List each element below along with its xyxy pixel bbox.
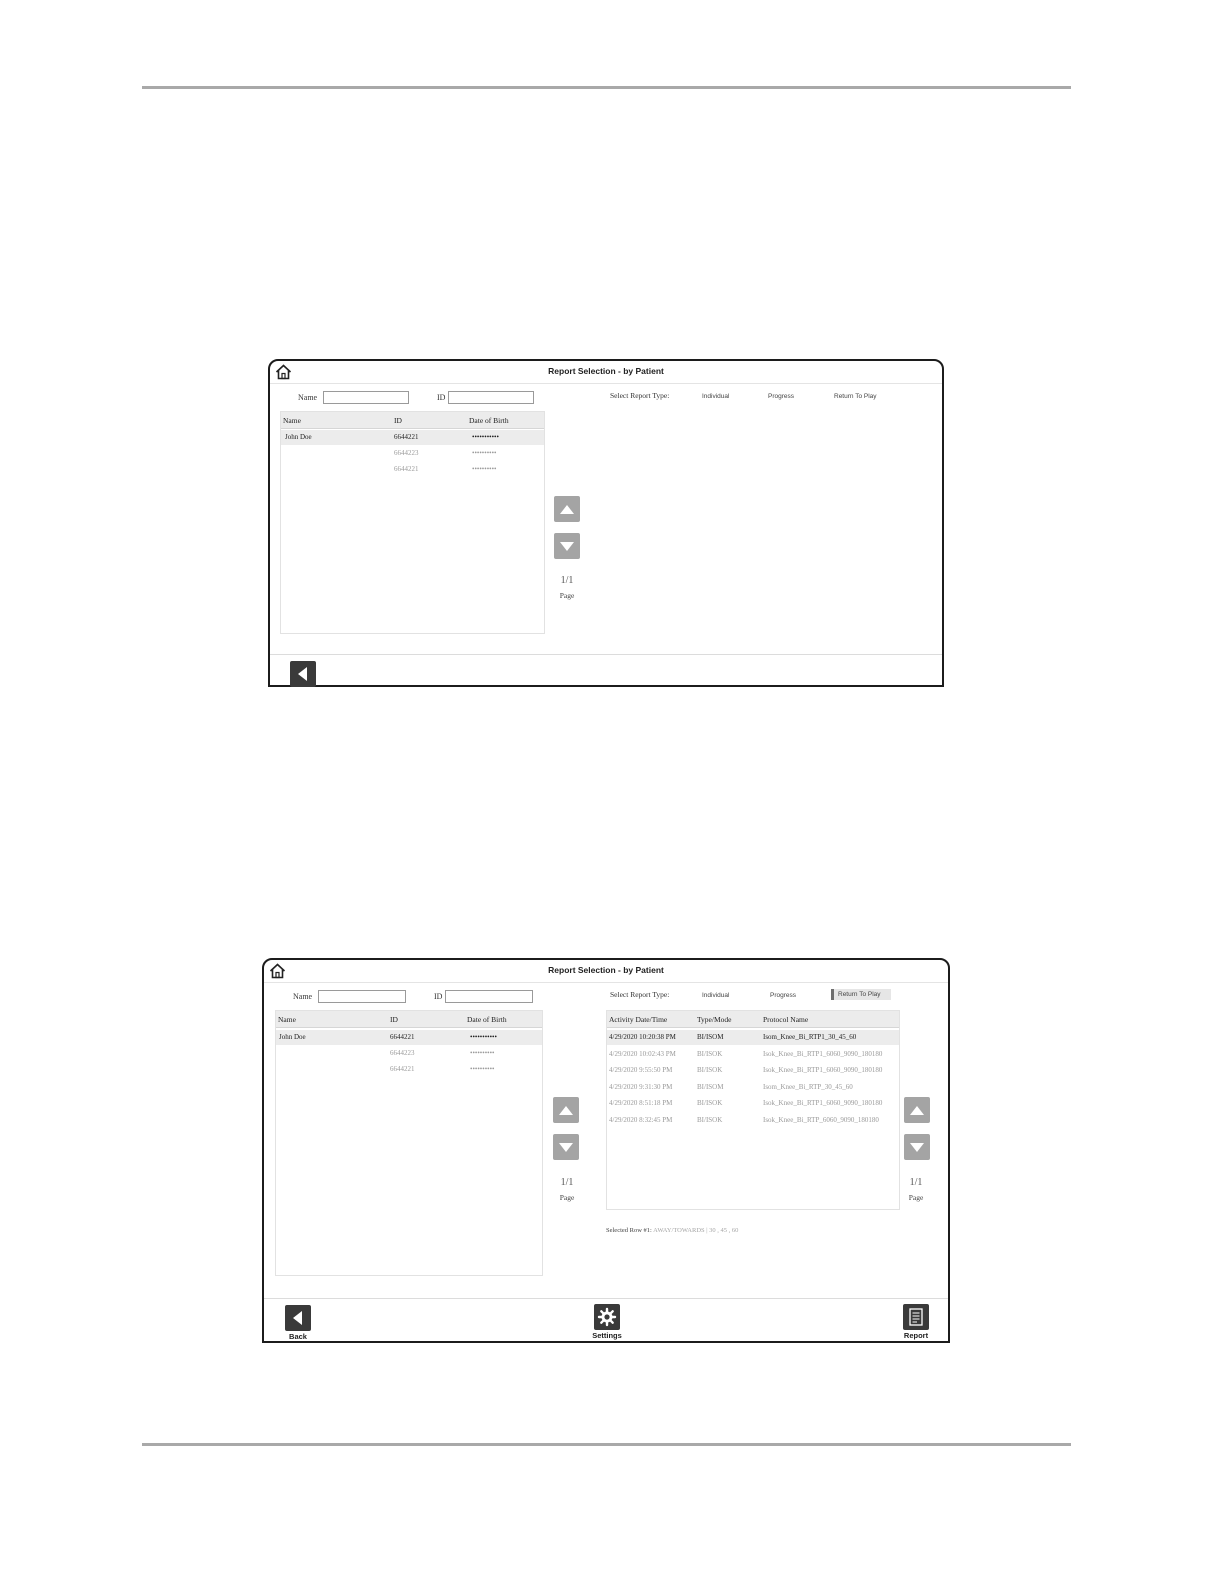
- patient-table-header: [281, 412, 544, 429]
- page-top-rule: [142, 86, 1071, 89]
- patient-id: 6644223: [390, 1049, 415, 1057]
- report-type-progress[interactable]: Progress: [768, 393, 795, 400]
- patient-dob: ••••••••••: [472, 449, 497, 457]
- col-name-header[interactable]: Name: [278, 1015, 296, 1024]
- patient-id: 6644221: [394, 465, 419, 473]
- patient-page-down-button[interactable]: [553, 1134, 579, 1160]
- activity-mode: BI/ISOK: [697, 1066, 723, 1074]
- page-title: Report Selection - by Patient: [548, 366, 664, 376]
- report-type-return-to-play[interactable]: Return To Play: [834, 393, 877, 400]
- col-protocol-name-header[interactable]: Protocol Name: [763, 1015, 809, 1024]
- patient-table-header: [276, 1011, 542, 1028]
- activity-row[interactable]: [607, 1113, 899, 1128]
- patient-dob: ••••••••••: [470, 1049, 495, 1057]
- name-label: Name: [293, 992, 313, 1001]
- activity-protocol: Isok_Knee_Bi_RTP_6060_9090_180180: [763, 1116, 879, 1124]
- patient-id: 6644223: [394, 449, 419, 457]
- patient-name: John Doe: [285, 433, 312, 441]
- activity-row[interactable]: [607, 1080, 899, 1095]
- activity-page-down-button[interactable]: [904, 1134, 930, 1160]
- table-row[interactable]: [281, 446, 544, 461]
- activity-mode: BI/ISOK: [697, 1099, 723, 1107]
- name-search-input[interactable]: [318, 990, 406, 1003]
- patient-page-label: Page: [559, 1193, 575, 1202]
- report-type-label: Select Report Type:: [610, 391, 670, 400]
- report-icon: [903, 1304, 929, 1330]
- report-type-progress[interactable]: Progress: [770, 992, 797, 999]
- gear-icon: [594, 1304, 620, 1330]
- back-button[interactable]: [285, 1305, 311, 1331]
- activity-datetime: 4/29/2020 10:20:38 PM: [609, 1033, 676, 1041]
- activity-protocol: Isok_Knee_Bi_RTP1_6060_9090_180180: [763, 1099, 883, 1107]
- settings-label: Settings: [592, 1331, 622, 1340]
- report-selection-screen-2: [262, 958, 950, 1343]
- table-row[interactable]: [281, 462, 544, 477]
- activity-datetime: 4/29/2020 8:32:45 PM: [609, 1116, 673, 1124]
- patient-table: [275, 1010, 543, 1276]
- activity-mode: BI/ISOK: [697, 1050, 723, 1058]
- report-type-return-to-play[interactable]: Return To Play: [831, 989, 891, 1000]
- patient-dob: ••••••••••: [472, 465, 497, 473]
- table-row[interactable]: [276, 1030, 542, 1045]
- arrow-down-icon: [554, 533, 580, 559]
- selected-row-label: Selected Row #1:: [606, 1227, 652, 1234]
- back-button[interactable]: [290, 661, 316, 687]
- activity-datetime: 4/29/2020 10:02:43 PM: [609, 1050, 676, 1058]
- page-bottom-rule: [142, 1443, 1071, 1446]
- activity-page-up-button[interactable]: [904, 1097, 930, 1123]
- table-row[interactable]: [281, 430, 544, 445]
- activity-mode: BI/ISOM: [697, 1083, 724, 1091]
- footer-bar: [270, 654, 942, 685]
- col-id-header[interactable]: ID: [394, 416, 402, 425]
- back-arrow-icon: [285, 1305, 311, 1331]
- patient-dob: •••••••••••: [472, 433, 499, 441]
- patient-id: 6644221: [390, 1065, 415, 1073]
- patient-page-indicator: 1/1: [560, 1177, 574, 1188]
- arrow-down-icon: [553, 1134, 579, 1160]
- col-dob-header[interactable]: Date of Birth: [467, 1015, 507, 1024]
- id-search-input[interactable]: [448, 391, 534, 404]
- back-arrow-icon: [290, 661, 316, 687]
- activity-page-indicator: 1/1: [909, 1177, 923, 1188]
- table-row[interactable]: [276, 1062, 542, 1077]
- activity-mode: BI/ISOM: [697, 1033, 724, 1041]
- patient-dob: ••••••••••: [470, 1065, 495, 1073]
- patient-page-up-button[interactable]: [553, 1097, 579, 1123]
- activity-table: [606, 1010, 900, 1210]
- selected-row-value: AWAY/TOWARDS | 30 , 45 , 60: [653, 1227, 739, 1234]
- patient-id: 6644221: [394, 433, 419, 441]
- report-type-individual[interactable]: Individual: [702, 393, 730, 400]
- name-label: Name: [298, 393, 318, 402]
- arrow-up-icon: [553, 1097, 579, 1123]
- col-activity-datetime-header[interactable]: Activity Date/Time: [609, 1015, 668, 1024]
- page-up-button[interactable]: [554, 496, 580, 522]
- table-row[interactable]: [276, 1046, 542, 1061]
- col-dob-header[interactable]: Date of Birth: [469, 416, 509, 425]
- activity-protocol: Isok_Knee_Bi_RTP1_6060_9090_180180: [763, 1050, 883, 1058]
- page-down-button[interactable]: [554, 533, 580, 559]
- report-selection-screen-1: [268, 359, 944, 687]
- activity-row[interactable]: [607, 1096, 899, 1111]
- arrow-up-icon: [904, 1097, 930, 1123]
- selected-row-info: [606, 1227, 738, 1234]
- activity-row[interactable]: [607, 1030, 899, 1045]
- patient-dob: •••••••••••: [470, 1033, 497, 1041]
- report-type-individual[interactable]: Individual: [702, 992, 730, 999]
- col-name-header[interactable]: Name: [283, 416, 301, 425]
- patient-table: [280, 411, 545, 634]
- id-search-input[interactable]: [445, 990, 533, 1003]
- activity-datetime: 4/29/2020 9:55:50 PM: [609, 1066, 673, 1074]
- report-label: Report: [903, 1331, 929, 1340]
- activity-mode: BI/ISOK: [697, 1116, 723, 1124]
- id-label: ID: [434, 992, 443, 1001]
- report-type-label: Select Report Type:: [610, 990, 670, 999]
- col-id-header[interactable]: ID: [390, 1015, 398, 1024]
- activity-page-label: Page: [908, 1193, 924, 1202]
- arrow-up-icon: [554, 496, 580, 522]
- page-label: Page: [559, 591, 575, 600]
- activity-protocol: Isom_Knee_Bi_RTP1_30_45_60: [763, 1033, 857, 1041]
- report-button[interactable]: [903, 1304, 929, 1330]
- activity-table-header: [607, 1011, 899, 1028]
- page-title: Report Selection - by Patient: [548, 965, 664, 975]
- activity-row[interactable]: [607, 1047, 899, 1062]
- patient-id: 6644221: [390, 1033, 415, 1041]
- title-bar: [270, 361, 942, 384]
- col-type-mode-header[interactable]: Type/Mode: [697, 1015, 732, 1024]
- settings-button[interactable]: [594, 1304, 620, 1330]
- title-bar: [264, 960, 948, 983]
- id-label: ID: [437, 393, 446, 402]
- activity-datetime: 4/29/2020 8:51:18 PM: [609, 1099, 673, 1107]
- patient-name: John Doe: [279, 1033, 306, 1041]
- name-search-input[interactable]: [323, 391, 409, 404]
- activity-protocol: Isok_Knee_Bi_RTP1_6060_9090_180180: [763, 1066, 883, 1074]
- activity-protocol: Isom_Knee_Bi_RTP_30_45_60: [763, 1083, 853, 1091]
- back-label: Back: [289, 1332, 307, 1341]
- footer-bar: [264, 1298, 948, 1341]
- activity-datetime: 4/29/2020 9:31:30 PM: [609, 1083, 673, 1091]
- arrow-down-icon: [904, 1134, 930, 1160]
- page-indicator: 1/1: [560, 575, 574, 586]
- activity-row[interactable]: [607, 1063, 899, 1078]
